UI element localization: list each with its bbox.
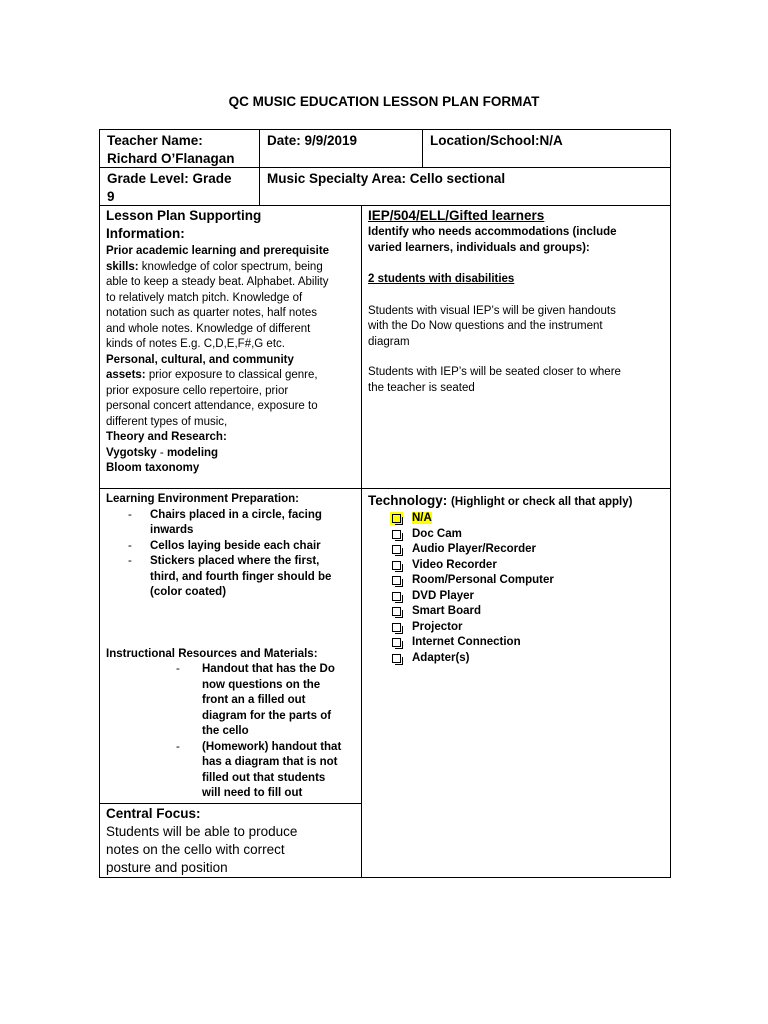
checklist-item-label: Video Recorder <box>412 558 497 571</box>
teacher-cell <box>107 132 257 168</box>
list-item-line: Stickers placed where the first, <box>150 555 320 567</box>
supporting-line <box>106 337 358 353</box>
supporting-line-bold: Personal, cultural, and community <box>106 353 294 366</box>
table-border-top <box>99 129 671 130</box>
supporting-line <box>106 430 358 446</box>
supporting-line <box>106 415 358 431</box>
row-divider-4 <box>99 803 361 804</box>
iep-para1-line: Students with visual IEP’s will be given handouts <box>368 304 616 317</box>
checkbox-icon[interactable] <box>392 623 401 632</box>
checklist-item-label: Doc Cam <box>412 527 462 540</box>
checkbox-icon[interactable] <box>392 654 401 663</box>
checklist-item[interactable] <box>368 620 668 636</box>
checklist-item-label: Audio Player/Recorder <box>412 543 536 555</box>
supporting-line-text: able to keep a steady beat. Alphabet. Ability <box>106 276 329 288</box>
environment-list <box>106 508 360 601</box>
supporting-heading-2: Information: <box>106 226 185 241</box>
list-item-line: filled out that students <box>202 771 326 784</box>
teacher-name: Richard O’Flanagan <box>107 151 235 166</box>
iep-para2-line: Students with IEP’s will be seated closer to where <box>368 366 621 378</box>
supporting-line <box>106 384 358 400</box>
list-item-line: Chairs placed in a circle, facing <box>150 508 322 521</box>
supporting-line-text: prior exposure cello repertoire, prior <box>106 384 289 397</box>
grade-value: 9 <box>107 189 115 204</box>
list-item-line: Handout that has the Do <box>202 663 335 675</box>
technology-subheading: (Highlight or check all that apply) <box>451 496 633 508</box>
iep-paragraph-1 <box>368 304 668 351</box>
supporting-line-text: prior exposure to classical genre, <box>145 369 318 381</box>
list-item-line: inwards <box>150 524 194 536</box>
checklist-item[interactable] <box>368 542 668 558</box>
environment-cell <box>106 492 360 802</box>
checklist-item[interactable] <box>368 651 668 667</box>
supporting-line <box>106 244 358 260</box>
supporting-line <box>106 322 358 338</box>
list-item: - Handout that has the Do now questions on the front an a filled out diagram for the parts of the cello <box>106 662 360 740</box>
list-item-line: the cello <box>202 725 249 737</box>
supporting-line-text: kinds of notes E.g. C,D,E,F#,G etc. <box>106 338 285 350</box>
specialty-value: Music Specialty Area: Cello sectional <box>267 171 506 186</box>
supporting-line <box>106 461 358 477</box>
checkbox-icon[interactable] <box>392 576 401 585</box>
col-divider-1 <box>259 129 260 206</box>
checkbox-icon[interactable] <box>392 638 401 647</box>
checklist-item[interactable] <box>368 527 668 543</box>
technology-cell <box>368 492 668 666</box>
col-divider-3 <box>361 205 362 878</box>
supporting-line-text: - <box>156 446 167 459</box>
supporting-line-bold: Bloom taxonomy <box>106 462 200 474</box>
supporting-line <box>106 353 358 369</box>
supporting-line-text: knowledge of color spectrum, being <box>138 260 323 273</box>
list-item-line: now questions on the <box>202 678 321 691</box>
table-border-right <box>670 129 671 878</box>
technology-checklist <box>368 511 668 666</box>
checklist-item[interactable] <box>368 635 668 651</box>
checklist-item-label: N/A <box>412 512 432 524</box>
central-focus-line: Students will be able to produce <box>106 824 298 839</box>
resources-heading: Instructional Resources and Materials: <box>106 647 318 660</box>
supporting-heading-1: Lesson Plan Supporting <box>106 208 262 223</box>
date-cell <box>267 132 417 150</box>
supporting-line-text: and whole notes. Knowledge of different <box>106 322 311 335</box>
checkbox-icon[interactable] <box>392 545 401 554</box>
location-value: Location/School:N/A <box>430 133 563 148</box>
iep-cell <box>368 207 668 396</box>
grade-label: Grade Level: Grade <box>107 171 232 186</box>
teacher-label: Teacher Name: <box>107 133 203 148</box>
checklist-item[interactable] <box>368 589 668 605</box>
supporting-line <box>106 446 358 462</box>
list-item-line: third, and fourth finger should be <box>150 570 332 583</box>
list-item: - Chairs placed in a circle, facing inwards <box>106 508 360 539</box>
iep-instruction-2: varied learners, individuals and groups): <box>368 241 590 254</box>
supporting-line-text: different types of music, <box>106 415 228 428</box>
checklist-item-label: DVD Player <box>412 589 475 602</box>
date-value: Date: 9/9/2019 <box>267 133 358 148</box>
supporting-line-text: notation such as quarter notes, half notes <box>106 307 317 319</box>
col-divider-2 <box>422 129 423 168</box>
checkbox-icon[interactable] <box>392 514 401 523</box>
list-item-line: (Homework) handout that <box>202 740 342 753</box>
technology-heading-line <box>368 492 668 511</box>
supporting-line-bold: modeling <box>166 446 219 459</box>
iep-para1-line: with the Do Now questions and the instrument <box>368 320 603 332</box>
checklist-item-label: Projector <box>412 620 463 633</box>
list-item-line: will need to fill out <box>202 787 303 799</box>
checklist-item[interactable] <box>368 511 668 527</box>
resources-list <box>106 662 360 802</box>
row-divider-3 <box>99 488 671 489</box>
checklist-item-label: Internet Connection <box>412 636 521 648</box>
supporting-line-bold: Theory and Research: <box>106 431 227 443</box>
table-border-bottom <box>99 877 671 878</box>
checkbox-icon[interactable] <box>392 607 401 616</box>
list-item-line: diagram for the parts of <box>202 709 332 722</box>
supporting-line-text: personal concert attendance, exposure to <box>106 400 318 412</box>
specialty-cell <box>267 170 667 188</box>
iep-group: 2 students with disabilities <box>368 273 515 285</box>
list-item: - (Homework) handout that has a diagram that is not filled out that students will need to fill out <box>106 740 360 802</box>
supporting-line <box>106 275 358 291</box>
supporting-line <box>106 399 358 415</box>
checklist-item[interactable] <box>368 558 668 574</box>
document-title: QC MUSIC EDUCATION LESSON PLAN FORMAT <box>228 94 540 109</box>
list-item-line: front an a filled out <box>202 694 306 706</box>
checklist-item-label: Adapter(s) <box>412 651 470 664</box>
iep-instruction-1: Identify who needs accommodations (include <box>368 226 617 238</box>
supporting-line <box>106 306 358 322</box>
supporting-lines <box>106 244 358 477</box>
list-item-line: Cellos laying beside each chair <box>150 539 321 552</box>
iep-para2-line: the teacher is seated <box>368 381 475 394</box>
central-focus-line: posture and position <box>106 860 228 875</box>
supporting-info-cell <box>106 207 358 477</box>
central-focus-cell <box>106 805 360 877</box>
checklist-item-label: Room/Personal Computer <box>412 574 554 586</box>
list-item: - Stickers placed where the first, third, and fourth finger should be (color coated) <box>106 554 360 601</box>
iep-para1-line: diagram <box>368 335 410 348</box>
supporting-line <box>106 291 358 307</box>
supporting-line <box>106 260 358 276</box>
checkbox-icon[interactable] <box>392 561 401 570</box>
central-focus-line: notes on the cello with correct <box>106 842 285 857</box>
checkbox-icon[interactable] <box>392 530 401 539</box>
checklist-item[interactable] <box>368 573 668 589</box>
supporting-line-bold: assets: <box>106 369 146 381</box>
table-border-left <box>99 129 100 878</box>
iep-paragraph-2 <box>368 365 668 396</box>
checkbox-icon[interactable] <box>392 592 401 601</box>
supporting-line <box>106 368 358 384</box>
checklist-item[interactable] <box>368 604 668 620</box>
supporting-line-bold: skills: <box>106 260 139 273</box>
supporting-line-bold: Prior academic learning and prerequisite <box>106 245 330 257</box>
location-cell <box>430 132 668 150</box>
supporting-line-text: to relatively match pitch. Knowledge of <box>106 291 303 304</box>
central-focus-heading: Central Focus: <box>106 806 201 821</box>
list-item-line: (color coated) <box>150 586 227 598</box>
environment-heading: Learning Environment Preparation: <box>106 493 299 505</box>
checklist-item-label: Smart Board <box>412 605 482 617</box>
list-item-line: has a diagram that is not <box>202 756 338 768</box>
supporting-line-bold: Vygotsky <box>106 446 157 459</box>
list-item: - Cellos laying beside each chair <box>106 539 360 555</box>
iep-heading: IEP/504/ELL/Gifted learners <box>368 208 545 223</box>
grade-cell <box>107 170 257 206</box>
technology-heading: Technology: <box>368 493 451 508</box>
